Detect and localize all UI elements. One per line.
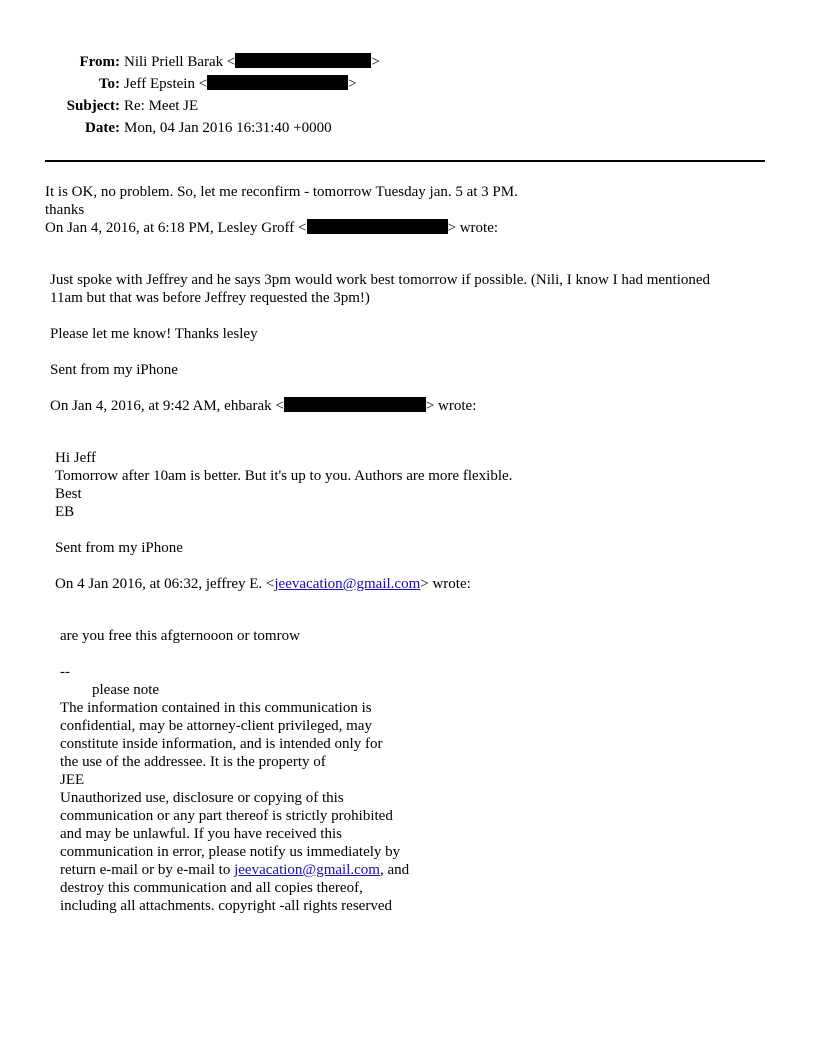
eb-line-2: Tomorrow after 10am is better. But it's up to you. Authors are more flexible. [55,468,513,484]
signature-dash: -- [60,664,70,680]
quote-prefix: On Jan 4, 2016, at 9:42 AM, ehbarak < [50,398,284,414]
header-from [0,53,816,71]
eb-line-1: Hi Jeff [55,450,96,466]
header-subject [0,97,816,115]
from-label: From: [79,54,120,70]
signature-note: please note [92,682,160,698]
eb-line-5: Sent from my iPhone [55,540,183,556]
disclaimer-line: and may be unlawful. If you have received this [60,826,342,842]
disclaimer-line: Unauthorized use, disclosure or copying of this [60,790,344,806]
reply-quote-header [45,219,498,237]
subject-label: Subject: [66,98,120,114]
lesley-line-3: Please let me know! Thanks lesley [50,326,258,342]
to-name: Jeff Epstein < [124,76,208,92]
disclaimer-line: JEE [60,772,85,788]
from-name: Nili Priell Barak < [124,54,236,70]
eb-line-4: EB [55,504,75,520]
quote-suffix: > wrote: [425,398,477,414]
quote-suffix: > wrote: [420,576,471,592]
disclaimer-return-line [60,861,409,879]
jeffrey-line-1: are you free this afgternooon or tomrow [60,628,300,644]
quote-suffix: > wrote: [447,220,499,236]
disclaimer-line: constitute inside information, and is intended only for [60,736,383,752]
reply-line-2: thanks [45,202,85,218]
lesley-line-4: Sent from my iPhone [50,362,178,378]
disclaimer-line: The information contained in this communication is [60,700,372,716]
disclaimer-line: communication in error, please notify us immediately by [60,844,401,860]
disclaimer-line: including all attachments. copyright -all rights reserved [60,898,392,914]
redaction-block [235,53,371,68]
to-close: > [348,76,357,92]
header-divider [45,160,765,162]
disclaimer-line: communication or any part thereof is strictly prohibited [60,808,393,824]
eb-quote-header [55,575,471,593]
to-label: To: [98,76,120,92]
quote-prefix: On 4 Jan 2016, at 06:32, jeffrey E. < [55,576,275,592]
header-to [0,75,816,93]
date-value: Mon, 04 Jan 2016 16:31:40 +0000 [124,120,332,136]
eb-line-3: Best [55,486,82,502]
disclaimer-line: destroy this communication and all copies thereof, [60,880,363,896]
header-date [0,119,816,137]
return-prefix: return e-mail or by e-mail to [60,862,235,878]
disclaimer-line: the use of the addressee. It is the property of [60,754,326,770]
lesley-line-2: 11am but that was before Jeffrey requested the 3pm!) [50,290,370,306]
quote-prefix: On Jan 4, 2016, at 6:18 PM, Lesley Groff < [45,220,307,236]
email-link[interactable]: jeevacation@gmail.com [274,576,421,592]
date-label: Date: [85,120,120,136]
email-link[interactable]: jeevacation@gmail.com [234,862,380,878]
redaction-block [284,397,426,412]
lesley-line-1: Just spoke with Jeffrey and he says 3pm would work best tomorrow if possible. (Nili, I know I had mentioned [50,272,711,288]
from-close: > [371,54,380,70]
subject-value: Re: Meet JE [124,98,199,114]
lesley-quote-header [50,397,476,415]
reply-line-1: It is OK, no problem. So, let me reconfirm - tomorrow Tuesday jan. 5 at 3 PM. [45,184,518,200]
redaction-block [207,75,348,90]
redaction-block [307,219,448,234]
disclaimer-line: confidential, may be attorney-client privileged, may [60,718,372,734]
return-suffix: , and [379,862,410,878]
